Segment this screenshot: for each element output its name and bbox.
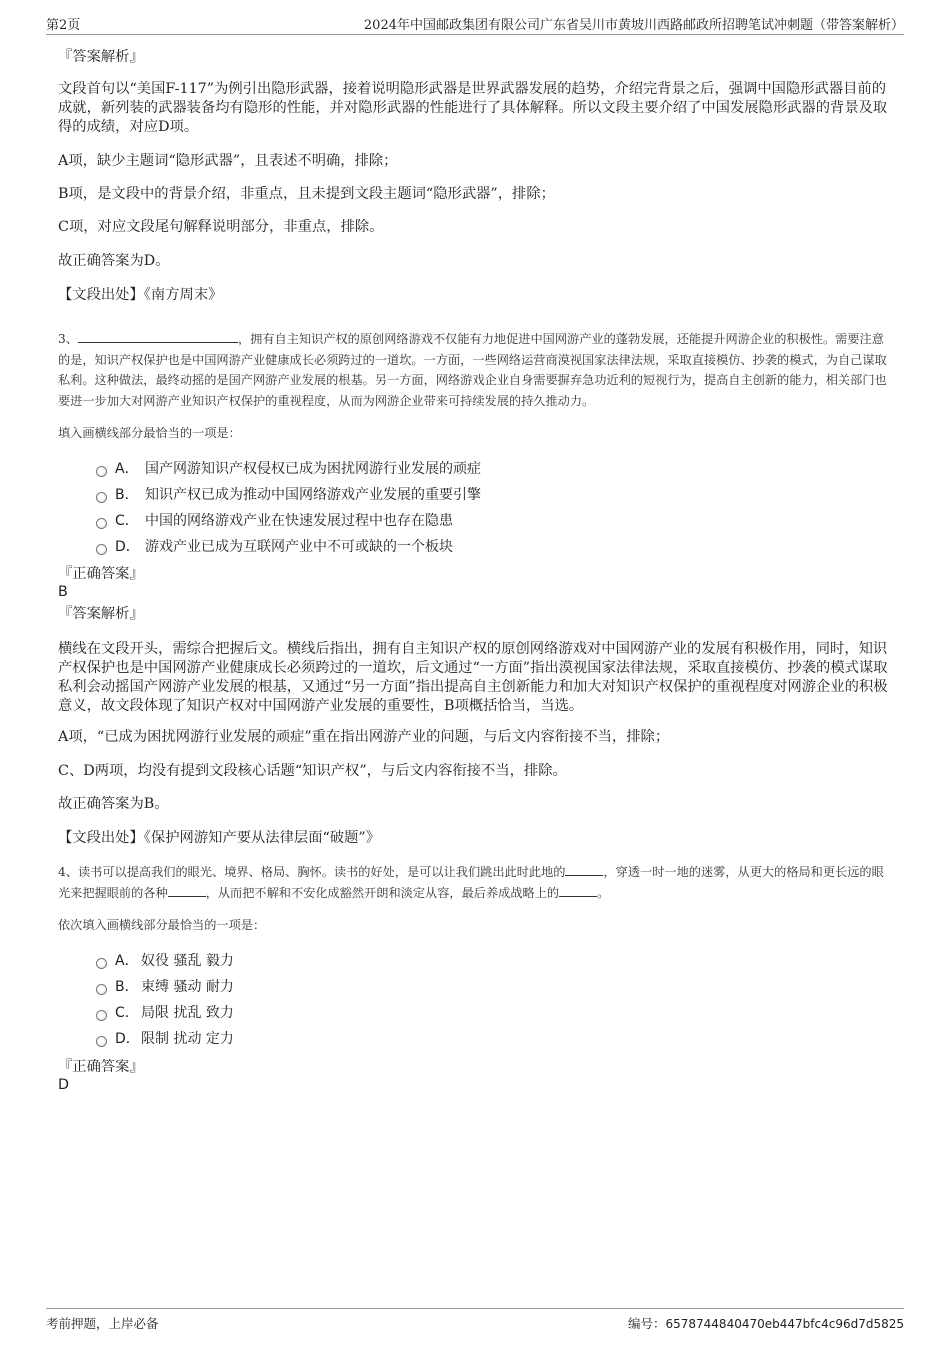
q2-source: 【文段出处】《南方周末》: [58, 287, 223, 303]
q4-correct-label: 『正确答案』: [58, 1059, 144, 1075]
q4-number: 4、: [58, 865, 78, 879]
q3-stem: [58, 329, 888, 411]
q3-analysis-paragraph: 横线在文段开头，需综合把握后文。横线后指出，拥有自主知识产权的原创网络游戏对中国网游产业的发展有积极作用，同时，知识产权保护也是中国网游产业健康成长必须跨过的一道坎，后文通过“一方面”指出漠视国家法律法规，采取直接模仿、抄袭的模式谋取私利会动摇国产网游产业发展的根基，又通过“另一方面”指出提高自主创新能力和加大对知识产权保护的重视程度对网游企业的积极意义，故文段体现了知识产权对中国网游产业发展的重要性，B项概括恰当，当选。: [58, 641, 888, 714]
q3-correct-answer: B: [58, 584, 68, 600]
radio-icon[interactable]: [96, 984, 107, 995]
radio-icon[interactable]: [96, 544, 107, 555]
q4-correct-answer: D: [58, 1077, 70, 1093]
q3-option-cd-analysis: C、D两项，均没有提到文段核心话题“知识产权”，与后文内容衔接不当，排除。: [58, 763, 567, 779]
q3-conclusion: 故正确答案为B。: [58, 796, 169, 812]
q3-number: 3、: [58, 332, 78, 346]
q3-option-a[interactable]: A． 国产网游知识产权侵权已成为困扰网游行业发展的顽症: [96, 459, 481, 479]
footer-code: 编号：6578744840470eb447bfc4c96d7d5825: [627, 1316, 904, 1331]
q4-stem: 4、读书可以提高我们的眼光、境界、格局、胸怀。读书的好处，是可以让我们跳出此时此地的 ，穿透一时一地的迷雾，从更大的格局和更长远的眼光来把握眼前的各种 ，从而把不解和不安化成豁然开朗和淡定从容，最后养成战略上的 。: [58, 865, 884, 900]
q2-option-c-analysis: C项，对应文段尾句解释说明部分，非重点，排除。: [58, 219, 384, 235]
q3-analysis-label: 『答案解析』: [58, 606, 144, 622]
q2-conclusion: 故正确答案为D。: [58, 253, 170, 269]
q4-blank-1: [565, 863, 603, 876]
q4-blank-3: [559, 884, 597, 897]
q2-option-b-analysis: B项，是文段中的背景介绍，非重点，且未提到文段主题词“隐形武器”，排除；: [58, 186, 555, 202]
q3-option-c[interactable]: C． 中国的网络游戏产业在快速发展过程中也存在隐患: [96, 511, 453, 531]
q4-blank-2: [168, 884, 206, 897]
q2-analysis-paragraph: 文段首句以“美国F-117”为例引出隐形武器，接着说明隐形武器是世界武器发展的趋势，介绍完背景之后，强调中国隐形武器目前的成就，新列装的武器装备均有隐形的性能，并对隐形武器的性能进行了具体解释。所以文段主要介绍了中国发展隐形武器的背景及取得的成绩，对应D项。: [58, 81, 888, 135]
q4-option-b[interactable]: B． 束缚 骚动 耐力: [96, 977, 234, 997]
radio-icon[interactable]: [96, 1010, 107, 1021]
footer-slogan: 考前押题，上岸必备: [46, 1316, 159, 1331]
q2-analysis-label: 『答案解析』: [58, 49, 144, 65]
q3-option-a-analysis: A项，“已成为困扰网游行业发展的顽症”重在指出网游产业的问题，与后文内容衔接不当，排除；: [58, 729, 670, 745]
q3-blank: [78, 330, 238, 343]
radio-icon[interactable]: [96, 1036, 107, 1047]
q3-option-b[interactable]: B． 知识产权已成为推动中国网络游戏产业发展的重要引擎: [96, 485, 481, 505]
radio-icon[interactable]: [96, 518, 107, 529]
document-title: 2024年中国邮政集团有限公司广东省吴川市黄坡川西路邮政所招聘笔试冲刺题（带答案解析）: [363, 18, 904, 33]
q4-option-a[interactable]: A． 奴役 骚乱 毅力: [96, 951, 234, 971]
q3-source: 【文段出处】《保护网游知产要从法律层面“破题”》: [58, 830, 380, 846]
page-header: [46, 12, 904, 35]
radio-icon[interactable]: [96, 466, 107, 477]
radio-icon[interactable]: [96, 492, 107, 503]
q3-option-d[interactable]: D． 游戏产业已成为互联网产业中不可或缺的一个板块: [96, 537, 453, 557]
page-footer: [46, 1308, 904, 1333]
page-number: 第2页: [46, 18, 81, 33]
q3-correct-label: 『正确答案』: [58, 566, 144, 582]
q3-stem-text: ，拥有自主知识产权的原创网络游戏不仅能有力地促进中国网游产业的蓬勃发展，还能提升网游企业的积极性。需要注意的是，知识产权保护也是中国网游产业健康成长必须跨过的一道坎。一方面，一些网络运营商漠视国家法律法规，采取直接模仿、抄袭的模式，为自己谋取私利。这种做法，最终动摇的是国产网游产业发展的根基。另一方面，网络游戏企业自身需要摒弃急功近利的短视行为，提高自主创新的能力，相关部门也要进一步加大对网游产业知识产权保护的重视程度，从而为网游企业带来可持续发展的持久推动力。: [58, 332, 887, 408]
q2-option-a-analysis: A项，缺少主题词“隐形武器”，且表述不明确，排除；: [58, 153, 398, 169]
q3-prompt: 填入画横线部分最恰当的一项是：: [58, 426, 241, 440]
q4-prompt: 依次填入画横线部分最恰当的一项是：: [58, 918, 266, 932]
q4-option-d[interactable]: D．限制 扰动 定力: [96, 1029, 234, 1049]
radio-icon[interactable]: [96, 958, 107, 969]
q4-option-c[interactable]: C． 局限 扰乱 致力: [96, 1003, 234, 1023]
